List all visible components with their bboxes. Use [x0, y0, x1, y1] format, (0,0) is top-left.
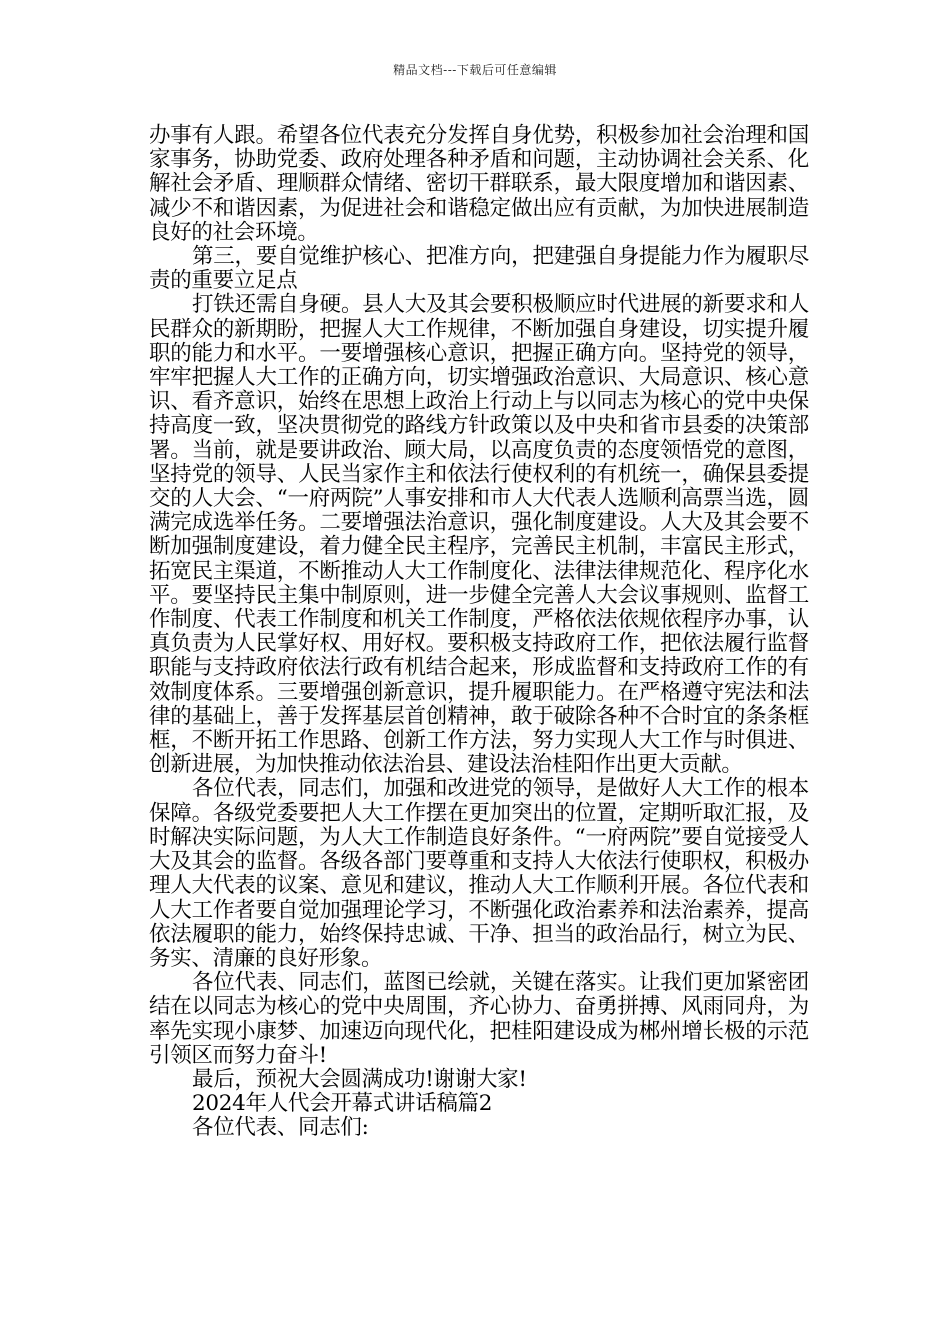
paragraph-self-building: 打铁还需自身硬。县人大及其会要积极顺应时代进展的新要求和人民群众的新期盼，把握人大工作规律，不断加强自身建设，切实提升履职的能力和水平。一要增强核心意识，把握正确方向。坚持党的领导，牢牢把握人大工作的正确方向，切实增强政治意识、大局意识、核心意识、看齐意识，始终在思想上政治上行动上与以同志为核心的党中央保持高度一致，坚决贯彻党的路线方针政策以及中央和省市县委的决策部署。当前，就是要讲政治、顾大局，以高度负责的态度领悟党的意图，坚持党的领导、人民当家作主和依法行使权利的有机统一，确保县委提交的人大会、“一府两院”人事安排和市人大代表人选顺利高票当选，圆满完成选举任务。二要增强法治意识，强化制度建设。人大及其会要不断加强制度建设，着力健全民主程序，完善民主机制，丰富民主形式，拓宽民主渠道，不断推动人大工作制度化、法律法律规范化、程序化水平。要坚持民主集中制原则，进一步健全完善人大会议事规则、监督工作制度、代表工作制度和机关工作制度，严格依法依规依程序办事，认真负责为人民掌好权、用好权。要积极支持政府工作，把依法履行监督职能与支持政府依法行政有机结合起来，形成监督和支持政府工作的有效制度体系。三要增强创新意识，提升履职能力。在严格遵守宪法和法律的基础上，善于发挥基层首创精神，敢于破除各种不合时宜的条条框框，不断开拓工作思路、创新工作方法，努力实现人大工作与时俱进、创新进展，为加快推动依法治县、建设法治桂阳作出更大贡献。 — [149, 292, 809, 778]
paragraph-closing: 最后，预祝大会圆满成功!谢谢大家! — [192, 1066, 527, 1092]
salutation: 各位代表、同志们: — [192, 1115, 369, 1141]
speech-title: 2024年人代会开幕式讲话稿篇2 — [192, 1091, 493, 1117]
section-heading: 第三，要自觉维护核心、把准方向，把建强自身提能力作为履职尽责的重要立足点 — [149, 244, 809, 294]
page-header: 精品文档---下载后可任意编辑 — [393, 63, 557, 77]
paragraph-continuation: 办事有人跟。希望各位代表充分发挥自身优势，积极参加社会治理和国家事务，协助党委、政府处理各种矛盾和问题，主动协调社会关系、化解社会矛盾、理顺群众情绪、密切干群联系，最大限度增加和谐因素、减少不和谐因素，为促进社会和谐稳定做出应有贡献，为加快进展制造良好的社会环境。 — [149, 123, 809, 245]
paragraph-party-leadership: 各位代表，同志们，加强和改进党的领导，是做好人大工作的根本保障。各级党委要把人大工作摆在更加突出的位置，定期听取汇报，及时解决实际问题，为人大工作制造良好条件。“一府两院”要自觉接受人大及其会的监督。各级各部门要尊重和支持人大依法行使职权，积极办理人大代表的议案、意见和建议，推动人大工作顺利开展。各位代表和人大工作者要自觉加强理论学习，不断强化政治素养和法治素养，提高依法履职的能力，始终保持忠诚、干净、担当的政治品行，树立为民、务实、清廉的良好形象。 — [149, 776, 809, 971]
document-body — [149, 124, 809, 1141]
paragraph-call-to-action: 各位代表、同志们，蓝图已绘就，关键在落实。让我们更加紧密团结在以同志为核心的党中央周围，齐心协力、奋勇拼搏、风雨同舟，为率先实现小康梦、加速迈向现代化，把桂阳建设成为郴州增长极的示范引领区而努力奋斗! — [149, 970, 809, 1068]
